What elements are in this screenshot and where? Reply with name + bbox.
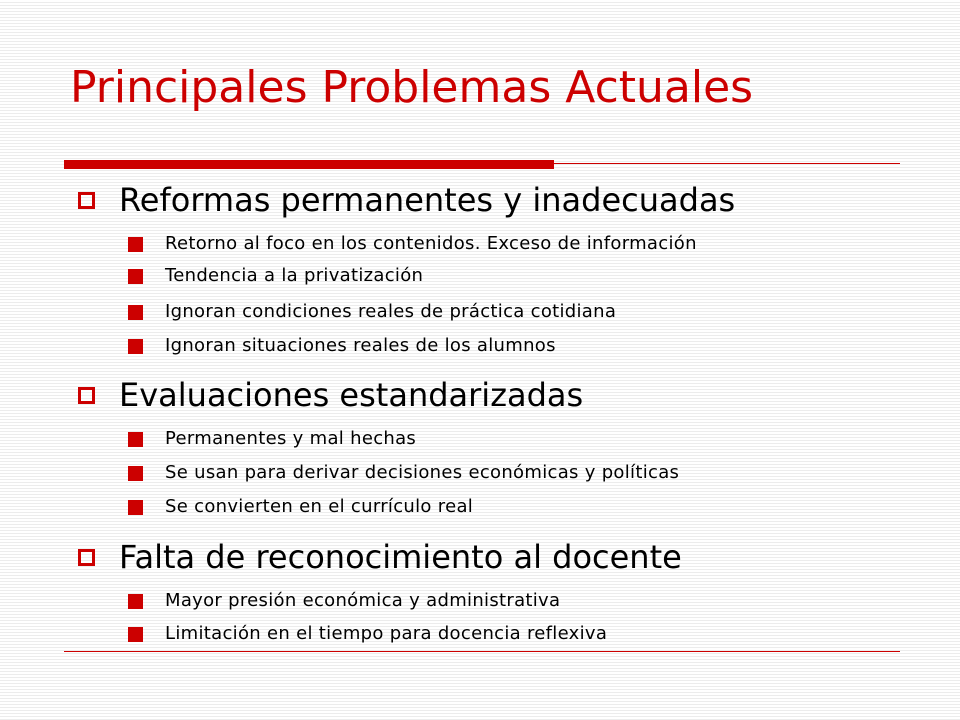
bullet-item-text: Tendencia a la privatización (165, 265, 424, 286)
hollow-square-icon (78, 192, 95, 209)
bullet-item-text: Mayor presión económica y administrativa (165, 590, 561, 611)
bullet-item (128, 587, 560, 615)
filled-square-icon (128, 500, 143, 515)
hollow-square-icon (78, 387, 95, 404)
bullet-item-text: Retorno al foco en los contenidos. Exceso de información (165, 233, 697, 254)
bullet-item-text: Ignoran condiciones reales de práctica cotidiana (165, 301, 617, 322)
bullet-item-text: Se convierten en el currículo real (165, 496, 474, 517)
filled-square-icon (128, 627, 143, 642)
slide-title: Principales Problemas Actuales (70, 62, 754, 113)
filled-square-icon (128, 339, 143, 354)
hollow-square-icon (78, 549, 95, 566)
bullet-item (128, 262, 423, 290)
section-heading (78, 375, 583, 415)
bullet-item-text: Limitación en el tiempo para docencia reflexiva (165, 623, 608, 644)
bullet-item (128, 425, 416, 453)
bullet-item-text: Ignoran situaciones reales de los alumnos (165, 335, 556, 356)
filled-square-icon (128, 466, 143, 481)
filled-square-icon (128, 305, 143, 320)
bottom-divider (64, 651, 900, 652)
section-heading-text: Falta de reconocimiento al docente (119, 538, 682, 576)
bullet-item (128, 620, 607, 648)
bullet-item-text: Permanentes y mal hechas (165, 428, 417, 449)
filled-square-icon (128, 594, 143, 609)
bullet-item (128, 298, 616, 326)
filled-square-icon (128, 237, 143, 252)
bullet-item (128, 332, 556, 360)
section-heading (78, 537, 682, 577)
bullet-item-text: Se usan para derivar decisiones económicas y políticas (165, 462, 680, 483)
section-heading (78, 180, 735, 220)
bullet-item (128, 230, 697, 258)
title-divider-thick (64, 160, 554, 169)
filled-square-icon (128, 432, 143, 447)
title-divider-thin (554, 163, 900, 164)
filled-square-icon (128, 269, 143, 284)
section-heading-text: Reformas permanentes y inadecuadas (119, 181, 736, 219)
section-heading-text: Evaluaciones estandarizadas (119, 376, 584, 414)
bullet-item (128, 493, 473, 521)
bullet-item (128, 459, 679, 487)
